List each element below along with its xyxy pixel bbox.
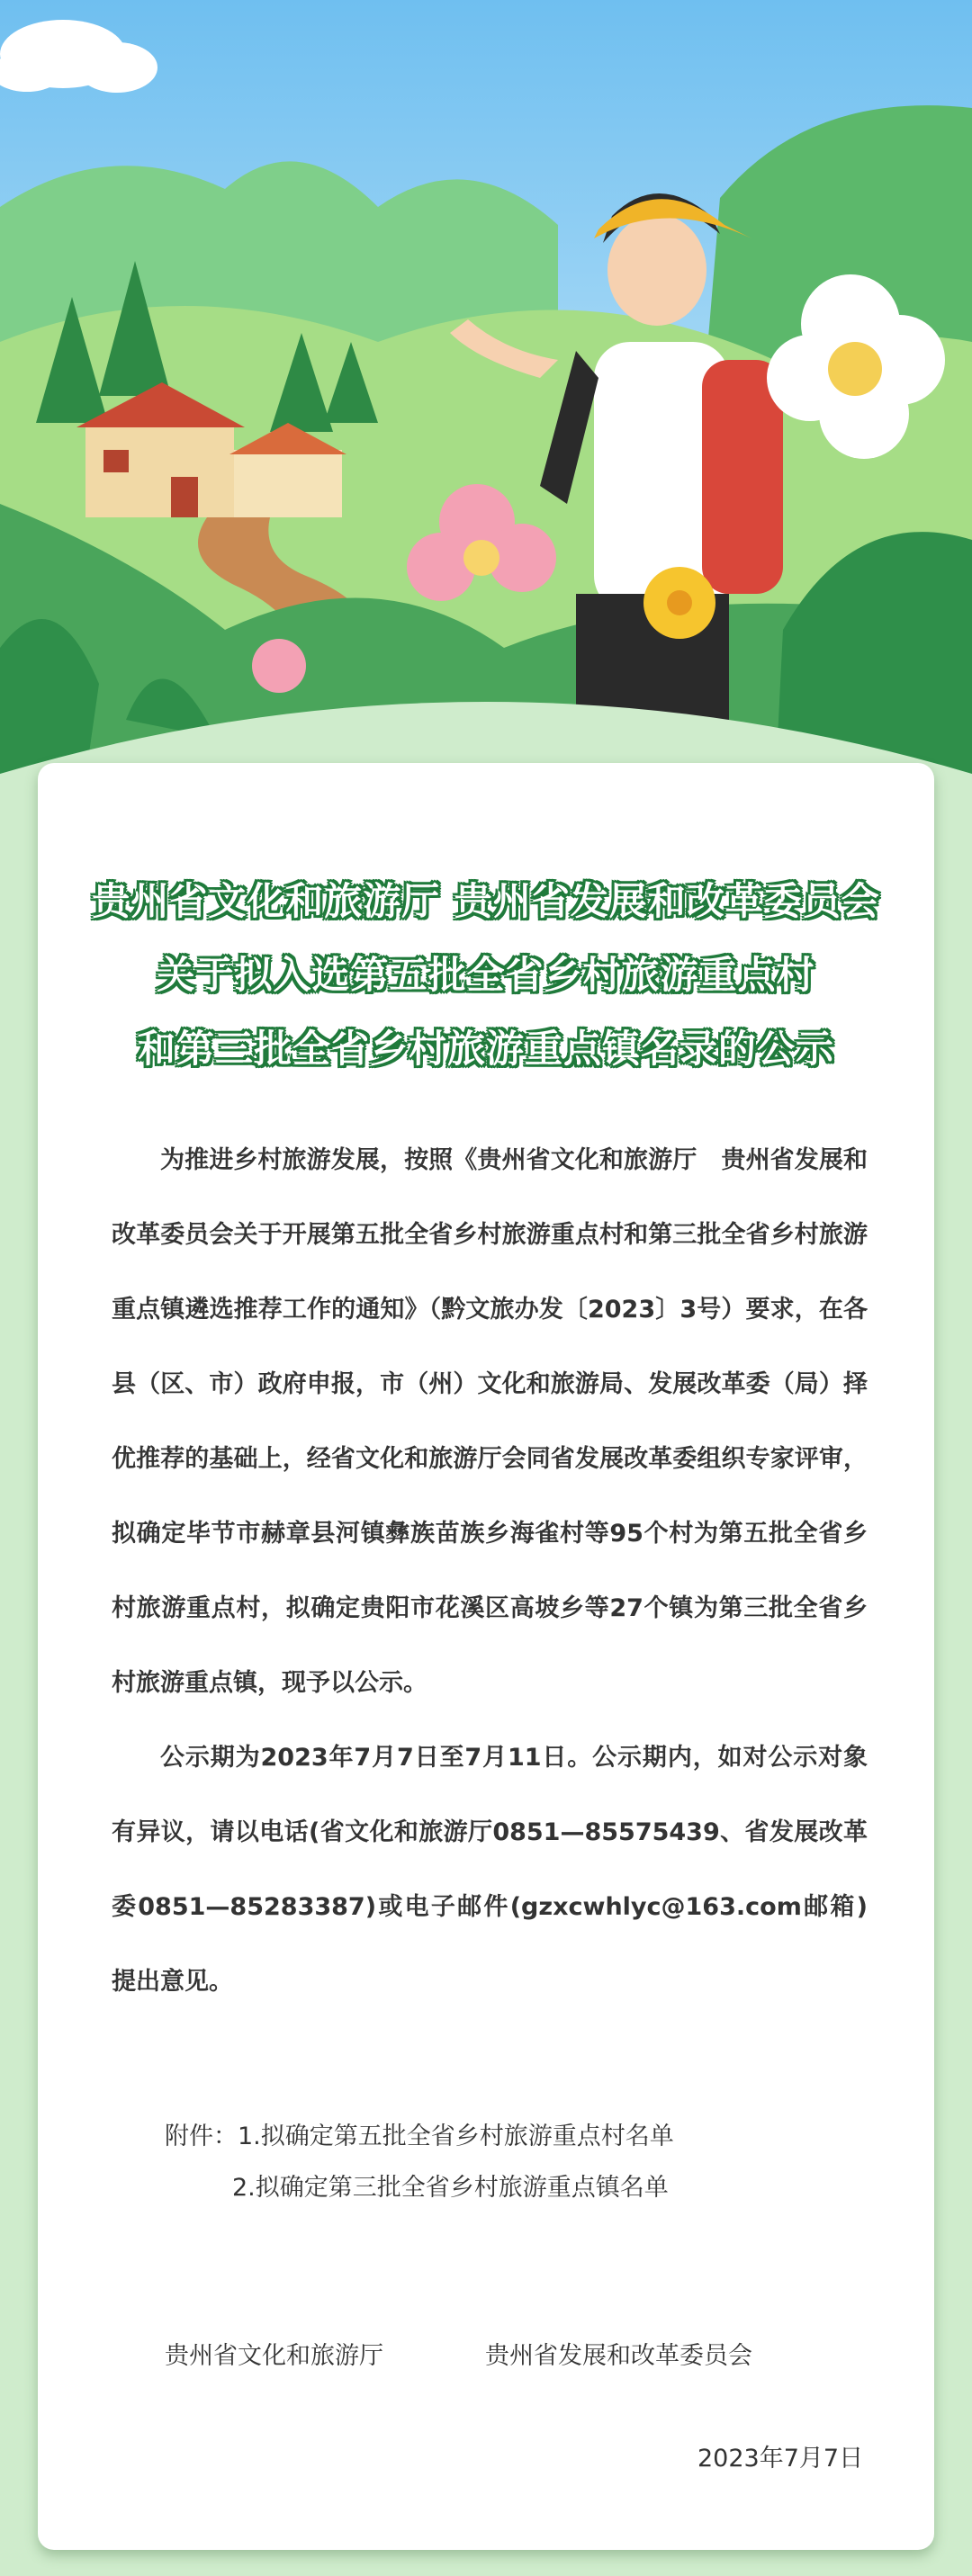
notice-title-line-2: 关于拟入选第五批全省乡村旅游重点村 (157, 953, 815, 997)
notice-title-line-3: 和第三批全省乡村旅游重点镇名录的公示 (137, 1027, 834, 1071)
signature-date: 2023年7月7日 (698, 2445, 864, 2473)
notice-card (38, 763, 934, 2550)
notice-title-line-1: 贵州省文化和旅游厅 贵州省发展和改革委员会 (92, 879, 880, 923)
signature-org-1: 贵州省文化和旅游厅 (165, 2342, 383, 2370)
signature-org-2: 贵州省发展和改革委员会 (485, 2342, 752, 2370)
body-paragraph-2: 公示期为2023年7月7日至7月11日。公示期内，如对公示对象有异议，请以电话(省文化和旅游厅0851—85575439、省发展改革委0851—85283387)或电子邮件(gzxcwhlyc@163.com邮箱)提出意见。 (112, 1744, 868, 1996)
notice-body (112, 1123, 868, 2019)
attachment-item-2: 2.拟确定第三批全省乡村旅游重点镇名单 (232, 2174, 669, 2202)
yellow-flower (644, 567, 716, 639)
attachment-item-1: 附件：1.拟确定第五批全省乡村旅游重点村名单 (165, 2123, 674, 2150)
banner-illustration (0, 0, 972, 810)
body-paragraph-1: 为推进乡村旅游发展，按照《贵州省文化和旅游厅 贵州省发展和改革委员会关于开展第五批全省乡村旅游重点村和第三批全省乡村旅游重点镇遴选推荐工作的通知》（黔文旅办发〔2023〕3号）要求，在各县（区、市）政府申报，市（州）文化和旅游局、发展改革委（局）择优推荐的基础上，经省文化和旅游厅会同省发展改革委组织专家评审，拟确定毕节市赫章县河镇彝族苗族乡海雀村等95个村为第五批全省乡村旅游重点村，拟确定贵阳市花溪区高坡乡等27个镇为第三批全省乡村旅游重点镇，现予以公示。 (112, 1146, 868, 1697)
